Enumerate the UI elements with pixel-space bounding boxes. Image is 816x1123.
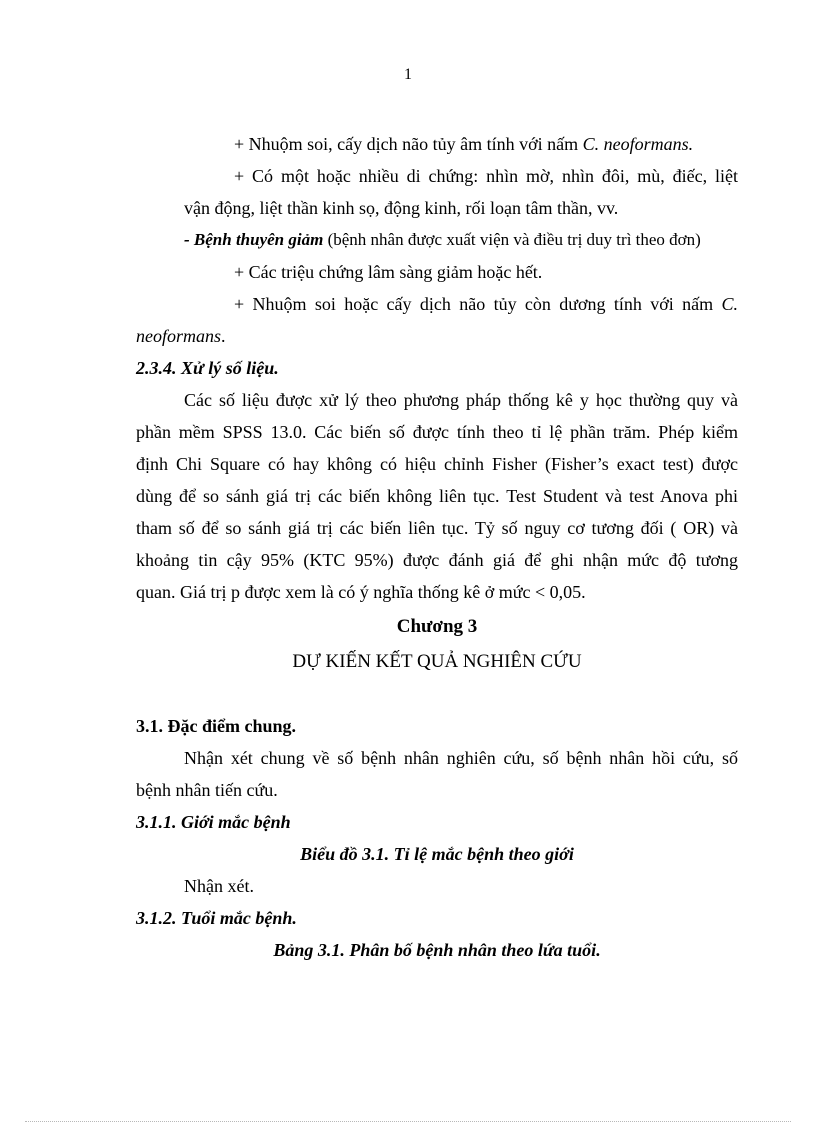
remission-label: - Bệnh thuyên giảm xyxy=(184,230,324,249)
section-heading-3-1: 3.1. Đặc điểm chung. xyxy=(136,716,297,736)
page-bottom-border xyxy=(25,1121,791,1122)
criterion-sequelae-line1: + Có một hoặc nhiều di chứng: nhìn mờ, nhìn đôi, mù, điếc, liệt xyxy=(234,166,738,186)
table-caption-3-1: Bảng 3.1. Phân bố bệnh nhân theo lứa tuổi. xyxy=(273,940,601,960)
general-remark-line2: bệnh nhân tiến cứu. xyxy=(136,780,278,800)
document-body xyxy=(136,128,738,966)
criterion-negative-stain xyxy=(136,128,738,160)
data-processing-line2: phần mềm SPSS 13.0. Các biến số được tính theo tỉ lệ phần trăm. Phép kiểm xyxy=(136,422,738,442)
page-number: 1 xyxy=(404,66,412,83)
data-processing-line4: dùng để so sánh giá trị các biến không liên tục. Test Student và test Anova phi xyxy=(136,486,738,506)
data-processing-line6: khoảng tin cậy 95% (KTC 95%) được đánh giá để ghi nhận mức độ tương xyxy=(136,550,738,570)
remission-heading-line xyxy=(136,224,738,256)
species-epithet: neoformans xyxy=(136,326,221,346)
general-remark-line1: Nhận xét chung về số bệnh nhân nghiên cứu, số bệnh nhân hồi cứu, số xyxy=(184,748,738,768)
sentence-end: . xyxy=(221,326,226,346)
chapter-title: DỰ KIẾN KẾT QUẢ NGHIÊN CỨU xyxy=(292,651,582,672)
criterion-negative-stain-text: + Nhuộm soi, cấy dịch não tủy âm tính với nấm xyxy=(234,134,583,154)
criterion-sequelae-line2: vận động, liệt thần kinh sọ, động kinh, rối loạn tâm thần, vv. xyxy=(184,198,619,218)
data-processing-line7: quan. Giá trị p được xem là có ý nghĩa thống kê ở mức < 0,05. xyxy=(136,582,586,602)
species-genus: C. xyxy=(721,294,738,314)
data-processing-line3: định Chi Square có hay không có hiệu chỉnh Fisher (Fisher’s exact test) được xyxy=(136,454,738,474)
figure-remark: Nhận xét. xyxy=(184,876,254,896)
figure-caption-3-1: Biểu đồ 3.1. Tỉ lệ mắc bệnh theo giới xyxy=(300,844,574,864)
criterion-positive-stain-line1 xyxy=(136,288,738,320)
data-processing-line1: Các số liệu được xử lý theo phương pháp thống kê y học thường quy và xyxy=(184,390,738,410)
section-heading-3-1-1: 3.1.1. Giới mắc bệnh xyxy=(136,812,291,832)
data-processing-line5: tham số để so sánh giá trị các biến liên tục. Tỷ số nguy cơ tương đối ( OR) và xyxy=(136,518,738,538)
chapter-label: Chương 3 xyxy=(396,616,478,637)
section-heading-2-3-4: 2.3.4. Xử lý số liệu. xyxy=(136,358,279,378)
remission-description: (bệnh nhân được xuất viện và điều trị duy trì theo đơn) xyxy=(323,230,701,249)
criterion-positive-stain-line2 xyxy=(136,320,738,352)
criterion-positive-stain-text: + Nhuộm soi hoặc cấy dịch não tủy còn dương tính với nấm xyxy=(234,294,722,314)
criterion-symptoms-reduced: + Các triệu chứng lâm sàng giảm hoặc hết. xyxy=(234,262,543,282)
section-heading-3-1-2: 3.1.2. Tuổi mắc bệnh. xyxy=(136,908,297,928)
species-name: C. neoformans. xyxy=(582,134,694,154)
